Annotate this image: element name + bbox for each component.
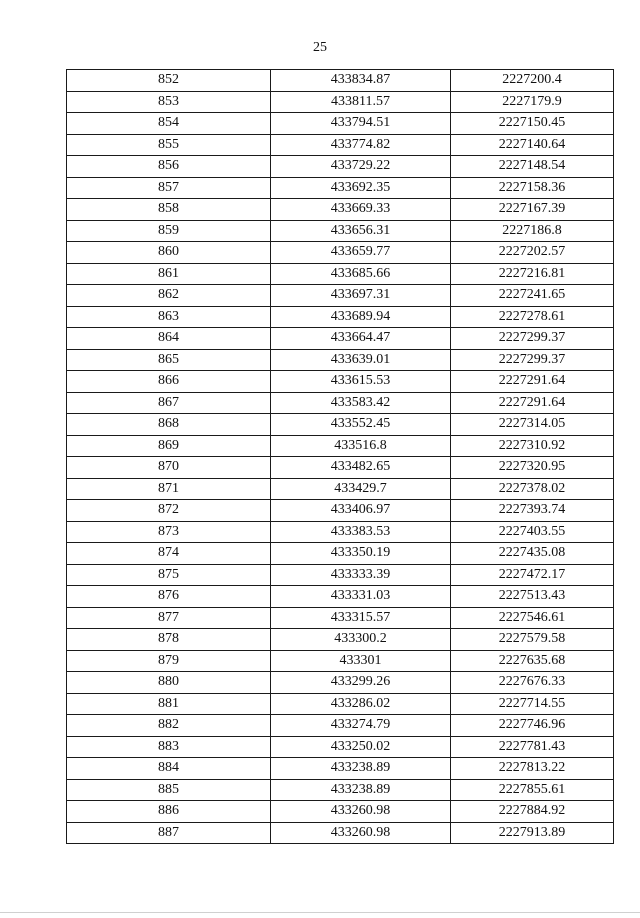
- point-number-cell: 854: [67, 113, 271, 135]
- table-row: [67, 543, 614, 565]
- x-coordinate-cell: 433659.77: [271, 242, 451, 264]
- point-number-cell: 875: [67, 564, 271, 586]
- point-number-cell: 870: [67, 457, 271, 479]
- y-coordinate-cell: 2227676.33: [451, 672, 614, 694]
- x-coordinate-cell: 433260.98: [271, 822, 451, 844]
- table-row: [67, 478, 614, 500]
- point-number-cell: 862: [67, 285, 271, 307]
- table-row: [67, 736, 614, 758]
- coordinate-table: [66, 69, 614, 844]
- x-coordinate-cell: 433250.02: [271, 736, 451, 758]
- table-row: [67, 156, 614, 178]
- x-coordinate-cell: 433350.19: [271, 543, 451, 565]
- x-coordinate-cell: 433664.47: [271, 328, 451, 350]
- point-number-cell: 871: [67, 478, 271, 500]
- x-coordinate-cell: 433383.53: [271, 521, 451, 543]
- table-row: [67, 263, 614, 285]
- y-coordinate-cell: 2227320.95: [451, 457, 614, 479]
- x-coordinate-cell: 433685.66: [271, 263, 451, 285]
- point-number-cell: 856: [67, 156, 271, 178]
- point-number-cell: 874: [67, 543, 271, 565]
- y-coordinate-cell: 2227202.57: [451, 242, 614, 264]
- table-row: [67, 521, 614, 543]
- x-coordinate-cell: 433238.89: [271, 758, 451, 780]
- table-row: [67, 349, 614, 371]
- table-row: [67, 91, 614, 113]
- point-number-cell: 868: [67, 414, 271, 436]
- x-coordinate-cell: 433315.57: [271, 607, 451, 629]
- x-coordinate-cell: 433406.97: [271, 500, 451, 522]
- y-coordinate-cell: 2227200.4: [451, 70, 614, 92]
- y-coordinate-cell: 2227513.43: [451, 586, 614, 608]
- y-coordinate-cell: 2227403.55: [451, 521, 614, 543]
- table-row: [67, 693, 614, 715]
- table-row: [67, 629, 614, 651]
- point-number-cell: 865: [67, 349, 271, 371]
- point-number-cell: 853: [67, 91, 271, 113]
- coordinate-table-body: [67, 70, 614, 844]
- y-coordinate-cell: 2227310.92: [451, 435, 614, 457]
- table-row: [67, 779, 614, 801]
- x-coordinate-cell: 433299.26: [271, 672, 451, 694]
- table-row: [67, 715, 614, 737]
- point-number-cell: 864: [67, 328, 271, 350]
- table-row: [67, 650, 614, 672]
- x-coordinate-cell: 433333.39: [271, 564, 451, 586]
- table-row: [67, 672, 614, 694]
- table-row: [67, 822, 614, 844]
- point-number-cell: 882: [67, 715, 271, 737]
- point-number-cell: 878: [67, 629, 271, 651]
- y-coordinate-cell: 2227378.02: [451, 478, 614, 500]
- y-coordinate-cell: 2227148.54: [451, 156, 614, 178]
- table-row: [67, 134, 614, 156]
- y-coordinate-cell: 2227216.81: [451, 263, 614, 285]
- x-coordinate-cell: 433552.45: [271, 414, 451, 436]
- point-number-cell: 876: [67, 586, 271, 608]
- table-row: [67, 801, 614, 823]
- y-coordinate-cell: 2227158.36: [451, 177, 614, 199]
- x-coordinate-cell: 433656.31: [271, 220, 451, 242]
- y-coordinate-cell: 2227167.39: [451, 199, 614, 221]
- y-coordinate-cell: 2227435.08: [451, 543, 614, 565]
- x-coordinate-cell: 433834.87: [271, 70, 451, 92]
- y-coordinate-cell: 2227635.68: [451, 650, 614, 672]
- point-number-cell: 884: [67, 758, 271, 780]
- y-coordinate-cell: 2227855.61: [451, 779, 614, 801]
- y-coordinate-cell: 2227579.58: [451, 629, 614, 651]
- y-coordinate-cell: 2227179.9: [451, 91, 614, 113]
- y-coordinate-cell: 2227546.61: [451, 607, 614, 629]
- x-coordinate-cell: 433301: [271, 650, 451, 672]
- table-row: [67, 435, 614, 457]
- point-number-cell: 885: [67, 779, 271, 801]
- point-number-cell: 861: [67, 263, 271, 285]
- table-row: [67, 285, 614, 307]
- x-coordinate-cell: 433300.2: [271, 629, 451, 651]
- table-row: [67, 70, 614, 92]
- table-row: [67, 306, 614, 328]
- x-coordinate-cell: 433729.22: [271, 156, 451, 178]
- table-row: [67, 328, 614, 350]
- x-coordinate-cell: 433516.8: [271, 435, 451, 457]
- table-row: [67, 758, 614, 780]
- point-number-cell: 855: [67, 134, 271, 156]
- table-row: [67, 586, 614, 608]
- x-coordinate-cell: 433794.51: [271, 113, 451, 135]
- point-number-cell: 866: [67, 371, 271, 393]
- point-number-cell: 867: [67, 392, 271, 414]
- y-coordinate-cell: 2227913.89: [451, 822, 614, 844]
- page-bottom-edge: [0, 912, 640, 913]
- table-row: [67, 113, 614, 135]
- point-number-cell: 852: [67, 70, 271, 92]
- point-number-cell: 883: [67, 736, 271, 758]
- x-coordinate-cell: 433639.01: [271, 349, 451, 371]
- y-coordinate-cell: 2227150.45: [451, 113, 614, 135]
- x-coordinate-cell: 433774.82: [271, 134, 451, 156]
- x-coordinate-cell: 433692.35: [271, 177, 451, 199]
- x-coordinate-cell: 433811.57: [271, 91, 451, 113]
- y-coordinate-cell: 2227299.37: [451, 349, 614, 371]
- y-coordinate-cell: 2227884.92: [451, 801, 614, 823]
- y-coordinate-cell: 2227472.17: [451, 564, 614, 586]
- point-number-cell: 869: [67, 435, 271, 457]
- table-row: [67, 500, 614, 522]
- y-coordinate-cell: 2227278.61: [451, 306, 614, 328]
- x-coordinate-cell: 433697.31: [271, 285, 451, 307]
- x-coordinate-cell: 433669.33: [271, 199, 451, 221]
- point-number-cell: 860: [67, 242, 271, 264]
- table-row: [67, 371, 614, 393]
- table-row: [67, 177, 614, 199]
- y-coordinate-cell: 2227241.65: [451, 285, 614, 307]
- y-coordinate-cell: 2227299.37: [451, 328, 614, 350]
- point-number-cell: 858: [67, 199, 271, 221]
- y-coordinate-cell: 2227781.43: [451, 736, 614, 758]
- table-row: [67, 199, 614, 221]
- point-number-cell: 880: [67, 672, 271, 694]
- x-coordinate-cell: 433274.79: [271, 715, 451, 737]
- y-coordinate-cell: 2227291.64: [451, 371, 614, 393]
- y-coordinate-cell: 2227314.05: [451, 414, 614, 436]
- point-number-cell: 863: [67, 306, 271, 328]
- x-coordinate-cell: 433260.98: [271, 801, 451, 823]
- point-number-cell: 881: [67, 693, 271, 715]
- point-number-cell: 877: [67, 607, 271, 629]
- x-coordinate-cell: 433482.65: [271, 457, 451, 479]
- y-coordinate-cell: 2227186.8: [451, 220, 614, 242]
- y-coordinate-cell: 2227291.64: [451, 392, 614, 414]
- point-number-cell: 879: [67, 650, 271, 672]
- y-coordinate-cell: 2227813.22: [451, 758, 614, 780]
- point-number-cell: 886: [67, 801, 271, 823]
- table-row: [67, 392, 614, 414]
- x-coordinate-cell: 433286.02: [271, 693, 451, 715]
- x-coordinate-cell: 433429.7: [271, 478, 451, 500]
- x-coordinate-cell: 433615.53: [271, 371, 451, 393]
- x-coordinate-cell: 433238.89: [271, 779, 451, 801]
- y-coordinate-cell: 2227746.96: [451, 715, 614, 737]
- table-row: [67, 242, 614, 264]
- x-coordinate-cell: 433331.03: [271, 586, 451, 608]
- table-row: [67, 414, 614, 436]
- point-number-cell: 872: [67, 500, 271, 522]
- table-row: [67, 457, 614, 479]
- point-number-cell: 857: [67, 177, 271, 199]
- x-coordinate-cell: 433689.94: [271, 306, 451, 328]
- table-row: [67, 564, 614, 586]
- point-number-cell: 859: [67, 220, 271, 242]
- y-coordinate-cell: 2227393.74: [451, 500, 614, 522]
- x-coordinate-cell: 433583.42: [271, 392, 451, 414]
- y-coordinate-cell: 2227714.55: [451, 693, 614, 715]
- y-coordinate-cell: 2227140.64: [451, 134, 614, 156]
- point-number-cell: 873: [67, 521, 271, 543]
- point-number-cell: 887: [67, 822, 271, 844]
- table-row: [67, 607, 614, 629]
- table-row: [67, 220, 614, 242]
- page-number: 25: [313, 40, 327, 55]
